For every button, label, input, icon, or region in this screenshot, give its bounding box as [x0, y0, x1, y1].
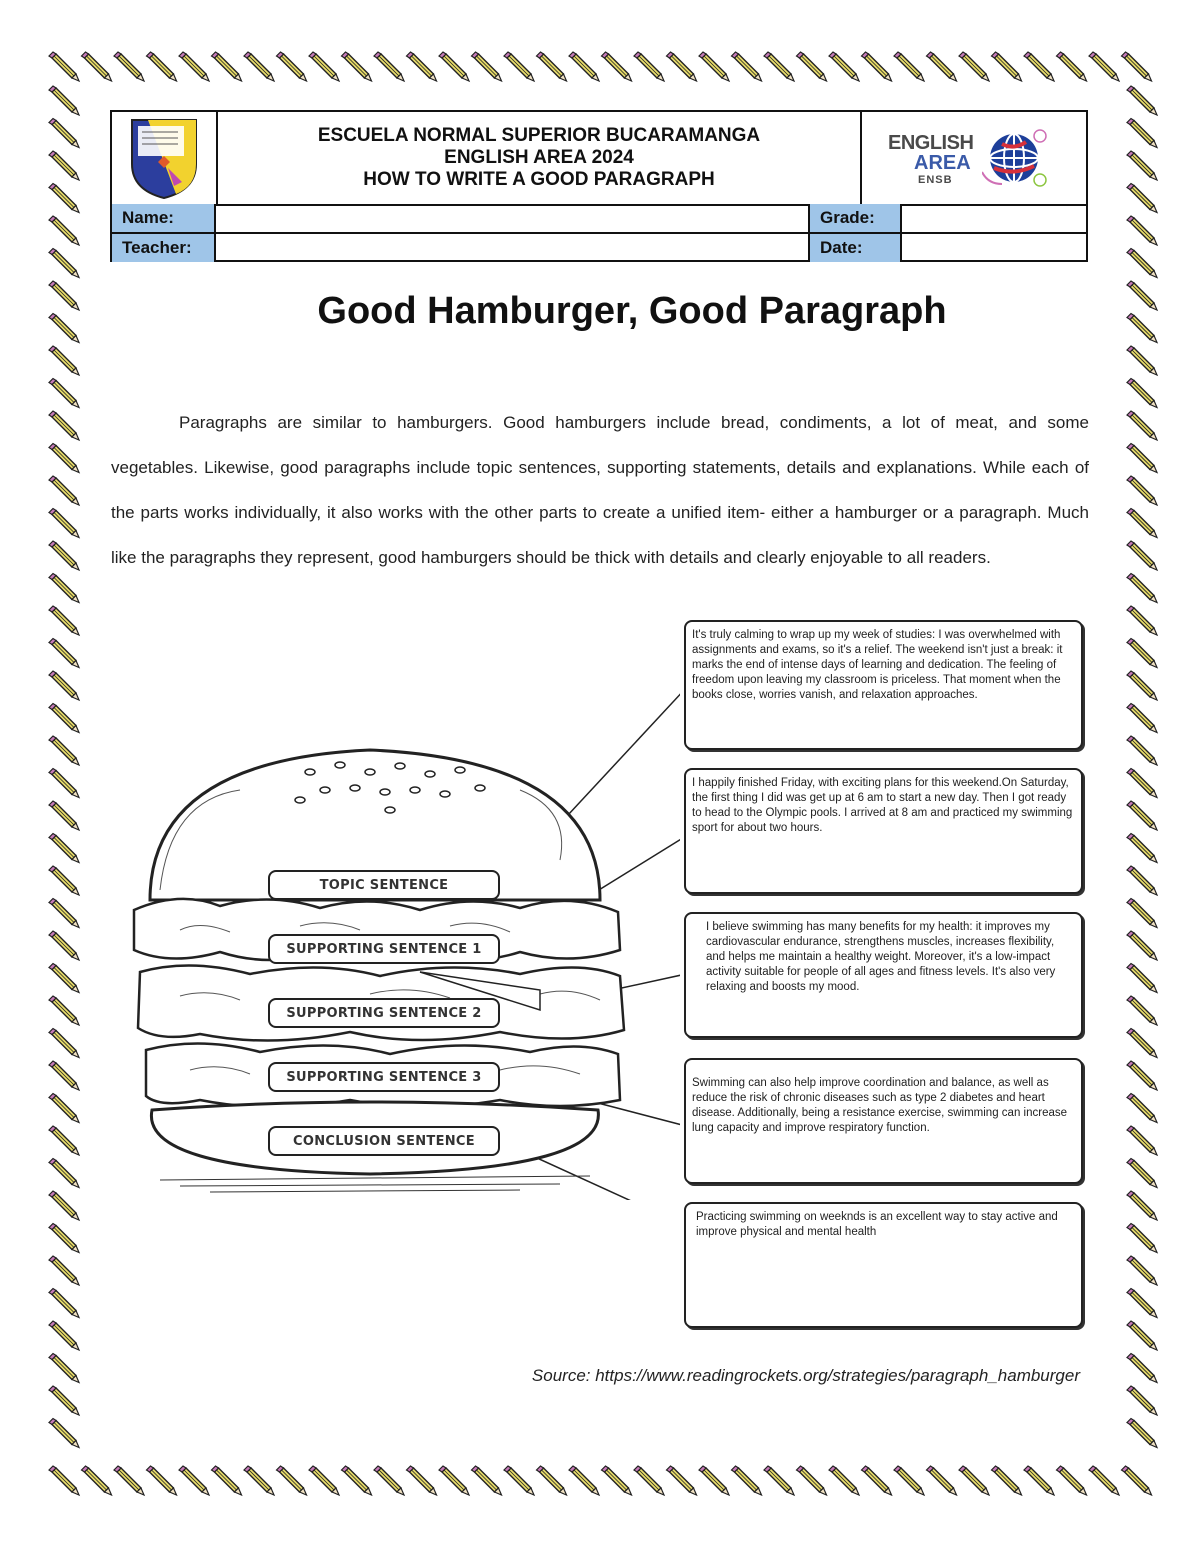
pencil-icon [1127, 184, 1157, 213]
pencil-icon [1057, 1466, 1087, 1495]
pencil-icon [49, 1466, 79, 1495]
pencil-icon [49, 1029, 79, 1058]
pencil-icon [699, 1466, 729, 1495]
shadow-lines [160, 1176, 590, 1192]
pencil-icon [992, 1466, 1022, 1495]
area-year: ENGLISH AREA 2024 [444, 147, 634, 168]
pencil-icon [862, 1466, 892, 1495]
pencil-icon [1127, 769, 1157, 798]
pencil-icon [1127, 411, 1157, 440]
pencil-icon [49, 346, 79, 375]
globe-icon [982, 122, 1052, 192]
pencil-icon [49, 671, 79, 700]
pencil-icon [1127, 1256, 1157, 1285]
pencil-icon [1127, 346, 1157, 375]
pencil-icon [1127, 86, 1157, 115]
pencil-icon [374, 1466, 404, 1495]
pencil-icon [179, 52, 209, 81]
pencil-icon [602, 52, 632, 81]
pencil-icon [49, 866, 79, 895]
pencil-icon [1127, 736, 1157, 765]
pencil-icon [49, 736, 79, 765]
pencil-icon [1127, 1029, 1157, 1058]
pencil-icon [1127, 151, 1157, 180]
pencil-icon [439, 52, 469, 81]
pencil-icon [49, 379, 79, 408]
pencil-icon [1024, 52, 1054, 81]
pencil-icon [49, 1094, 79, 1123]
header-top-row [112, 112, 1086, 206]
pencil-icon [49, 281, 79, 310]
supporting-sentence-2-box[interactable]: I believe swimming has many benefits for my health: it improves my cardiovascular endurance, strengthens muscles, increases flexibility, and helps me maintain a healthy weight. Moreover, it's a low-impact activity suitable for people of all ages and fitness levels. It's also very relaxing and boosts my mood. [684, 912, 1083, 1038]
teacher-label: Teacher: [112, 234, 216, 262]
worksheet-topic: HOW TO WRITE A GOOD PARAGRAPH [363, 169, 715, 190]
pencil-icon [1127, 606, 1157, 635]
pencil-icon [309, 52, 339, 81]
pencil-icon [49, 216, 79, 245]
pencil-icon [1127, 119, 1157, 148]
pencil-icon [82, 1466, 112, 1495]
pencil-icon [49, 704, 79, 733]
pencil-icon [667, 1466, 697, 1495]
topic-sentence-label: TOPIC SENTENCE [268, 870, 500, 900]
header-table [110, 110, 1088, 262]
supporting-sentence-3-label: SUPPORTING SENTENCE 3 [268, 1062, 500, 1092]
pencil-icon [959, 52, 989, 81]
pencil-icon [1127, 1094, 1157, 1123]
brand-ensb: ENSB [918, 174, 953, 186]
pencil-icon [1127, 704, 1157, 733]
pencil-icon [49, 606, 79, 635]
pencil-icon [1089, 1466, 1119, 1495]
pencil-icon [1127, 996, 1157, 1025]
pencil-icon [49, 1224, 79, 1253]
pencil-icon [49, 411, 79, 440]
pencil-icon [732, 52, 762, 81]
page-title: Good Hamburger, Good Paragraph [317, 290, 947, 332]
hamburger-illustration [120, 600, 680, 1200]
pencil-icon [49, 509, 79, 538]
pencil-icon [49, 1256, 79, 1285]
pencil-icon [504, 52, 534, 81]
pencil-icon [1127, 801, 1157, 830]
pencil-icon [49, 899, 79, 928]
pencil-icon [439, 1466, 469, 1495]
pencil-icon [1127, 1419, 1157, 1448]
pencil-icon [537, 52, 567, 81]
pencil-icon [1127, 1061, 1157, 1090]
pencil-icon [537, 1466, 567, 1495]
conclusion-sentence-box[interactable]: Practicing swimming on weeknds is an excellent way to stay active and improve physical and mental health [684, 1202, 1083, 1328]
name-label: Name: [112, 204, 216, 232]
brand-english: ENGLISH [888, 132, 974, 154]
topic-sentence-box[interactable]: It's truly calming to wrap up my week of studies: I was overwhelmed with assignments and exams, so it's a relief. The weekend isn't just a break: it marks the end of intense days of learning and dedication. The feeling of freedom upon leaving my classroom is priceless. That moment when the books close, worries vanish, and relaxation approaches. [684, 620, 1083, 750]
pencil-icon [244, 52, 274, 81]
pencil-icon [212, 52, 242, 81]
pencil-icon [699, 52, 729, 81]
name-field[interactable] [218, 204, 808, 232]
crest-shield-icon [128, 116, 200, 200]
pencil-icon [1024, 1466, 1054, 1495]
school-title [218, 112, 862, 204]
pencil-icon [1127, 541, 1157, 570]
pencil-icon [569, 52, 599, 81]
supporting-sentence-1-label: SUPPORTING SENTENCE 1 [268, 934, 500, 964]
date-label: Date: [808, 234, 902, 262]
pencil-icon [49, 996, 79, 1025]
pencil-icon [49, 1191, 79, 1220]
pencil-icon [49, 249, 79, 278]
pencil-icon [49, 639, 79, 668]
pencil-icon [49, 1386, 79, 1415]
pencil-icon [764, 52, 794, 81]
pencil-icon [569, 1466, 599, 1495]
pencil-icon [49, 1126, 79, 1155]
pencil-icon [1127, 1126, 1157, 1155]
pencil-icon [1127, 1354, 1157, 1383]
pencil-icon [49, 1354, 79, 1383]
pencil-icon [49, 769, 79, 798]
pencil-icon [49, 964, 79, 993]
pencil-icon [82, 52, 112, 81]
pencil-icon [1127, 444, 1157, 473]
grade-field[interactable] [904, 204, 1086, 232]
pencil-icon [1089, 52, 1119, 81]
pencil-icon [829, 1466, 859, 1495]
pencil-icon [114, 52, 144, 81]
teacher-field[interactable] [218, 234, 808, 262]
pencil-icon [1127, 379, 1157, 408]
pencil-icon [959, 1466, 989, 1495]
pencil-icon [49, 1061, 79, 1090]
pencil-icon [927, 52, 957, 81]
pencil-icon [732, 1466, 762, 1495]
pencil-icon [49, 184, 79, 213]
english-area-logo [862, 112, 1086, 204]
pencil-icon [179, 1466, 209, 1495]
intro-paragraph: Paragraphs are similar to hamburgers. Good hamburgers include bread, condiments, a lot of meat, and some vegetables. Likewise, good paragraphs include topic sentences, supporting statements, details and explanations. While each of the parts works individually, it also works with the other parts to create a unified item- either a hamburger or a paragraph. Much like the paragraphs they represent, good hamburgers should be thick with details and clearly enjoyable to all readers. [111, 413, 1089, 567]
supporting-sentence-3-box[interactable]: Swimming can also help improve coordination and balance, as well as reduce the risk of chronic diseases such as type 2 diabetes and heart disease. Additionally, being a resistance exercise, swimming can increase lung capacity and improve respiratory function. [684, 1058, 1083, 1184]
pencil-icon [49, 1321, 79, 1350]
pencil-icon [309, 1466, 339, 1495]
pencil-icon [472, 1466, 502, 1495]
conclusion-sentence-label: CONCLUSION SENTENCE [268, 1126, 500, 1156]
pencil-icon [49, 801, 79, 830]
teacher-row [112, 234, 1086, 262]
pencil-icon [49, 52, 79, 81]
pencil-icon [1127, 899, 1157, 928]
supporting-sentence-1-box[interactable]: I happily finished Friday, with exciting plans for this weekend.On Saturday, the first thing I did was get up at 6 am to start a new day. Then I got ready to head to the Olympic pools. I arrived at 8 am and practiced my swimming sport for about two hours. [684, 768, 1083, 894]
pencil-icon [602, 1466, 632, 1495]
pencil-icon [1127, 1191, 1157, 1220]
pencil-icon [244, 1466, 274, 1495]
pencil-icon [374, 52, 404, 81]
pencil-icon [1127, 639, 1157, 668]
pencil-icon [49, 476, 79, 505]
pencil-icon [49, 1159, 79, 1188]
pencil-icon [1122, 52, 1152, 81]
pencil-icon [894, 1466, 924, 1495]
pencil-icon [1127, 1224, 1157, 1253]
pencil-icon [1127, 1321, 1157, 1350]
pencil-icon [49, 834, 79, 863]
pencil-icon [277, 52, 307, 81]
pencil-icon [342, 52, 372, 81]
pencil-icon [49, 119, 79, 148]
pencil-icon [1127, 509, 1157, 538]
pencil-icon [407, 1466, 437, 1495]
pencil-icon [114, 1466, 144, 1495]
pencil-icon [1127, 834, 1157, 863]
pencil-icon [49, 314, 79, 343]
pencil-icon [1127, 671, 1157, 700]
pencil-icon [797, 52, 827, 81]
school-crest [112, 112, 218, 204]
grade-label: Grade: [808, 204, 902, 232]
pencil-icon [407, 52, 437, 81]
pencil-icon [277, 1466, 307, 1495]
pencil-icon [147, 52, 177, 81]
pencil-icon [1127, 216, 1157, 245]
pencil-icon [49, 931, 79, 960]
date-field[interactable] [904, 234, 1086, 262]
pencil-icon [1122, 1466, 1152, 1495]
pencil-icon [49, 1419, 79, 1448]
pencil-icon [1127, 476, 1157, 505]
pencil-icon [634, 1466, 664, 1495]
pencil-icon [1127, 964, 1157, 993]
pencil-icon [829, 52, 859, 81]
pencil-icon [1127, 866, 1157, 895]
pencil-icon [927, 1466, 957, 1495]
pencil-icon [667, 52, 697, 81]
pencil-icon [472, 52, 502, 81]
pencil-icon [1127, 574, 1157, 603]
pencil-icon [49, 574, 79, 603]
pencil-icon [147, 1466, 177, 1495]
pencil-icon [212, 1466, 242, 1495]
pencil-icon [992, 52, 1022, 81]
pencil-icon [1057, 52, 1087, 81]
pencil-icon [634, 52, 664, 81]
pencil-icon [342, 1466, 372, 1495]
pencil-icon [49, 151, 79, 180]
pencil-icon [49, 444, 79, 473]
pencil-icon [1127, 249, 1157, 278]
supporting-sentence-2-label: SUPPORTING SENTENCE 2 [268, 998, 500, 1028]
pencil-icon [49, 86, 79, 115]
brand-area: AREA [914, 152, 971, 174]
pencil-icon [504, 1466, 534, 1495]
pencil-icon [1127, 1289, 1157, 1318]
name-row [112, 204, 1086, 234]
pencil-icon [1127, 1386, 1157, 1415]
school-name: ESCUELA NORMAL SUPERIOR BUCARAMANGA [317, 125, 761, 146]
pencil-icon [764, 1466, 794, 1495]
source-citation: Source: https://www.readingrockets.org/strategies/paragraph_hamburger [531, 1366, 1080, 1385]
pencil-icon [1127, 931, 1157, 960]
pencil-icon [1127, 1159, 1157, 1188]
pencil-icon [797, 1466, 827, 1495]
pencil-icon [49, 541, 79, 570]
pencil-icon [49, 1289, 79, 1318]
pencil-icon [894, 52, 924, 81]
pencil-icon [862, 52, 892, 81]
